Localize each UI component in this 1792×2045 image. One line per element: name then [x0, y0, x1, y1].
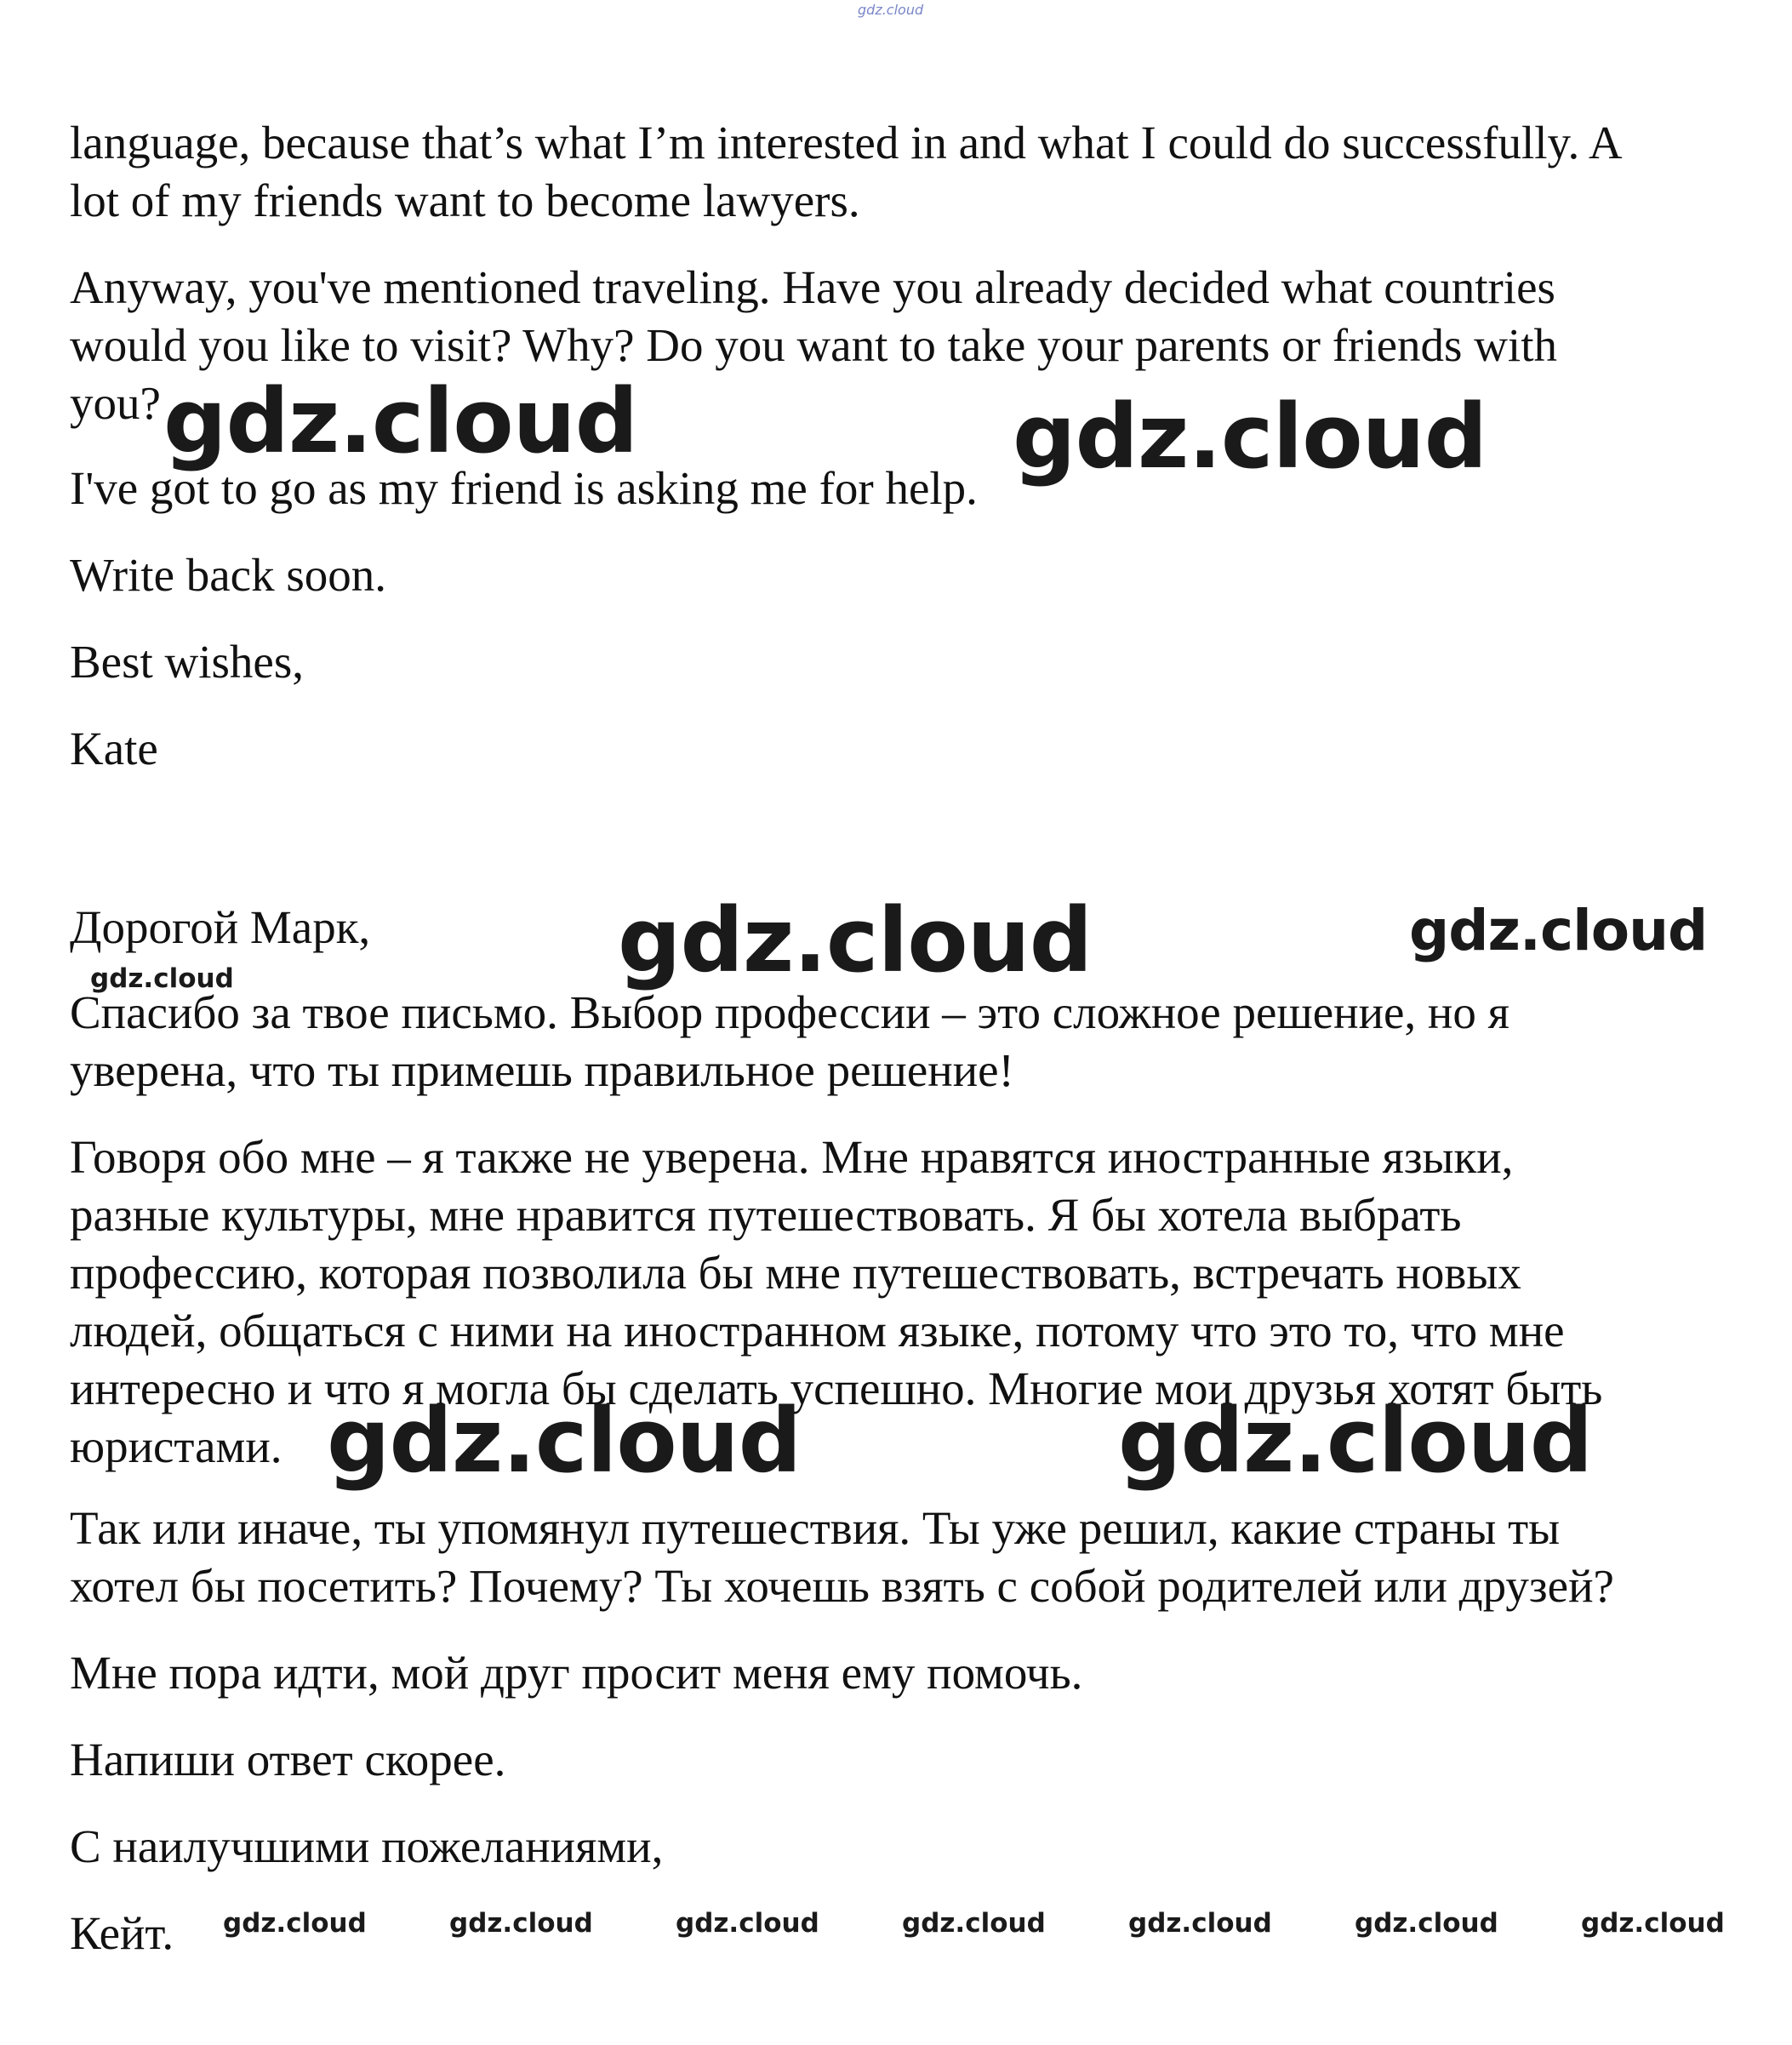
text-line: профессию, которая позволила бы мне путешествовать, встречать новых [70, 1247, 1521, 1299]
en-sign-off [70, 633, 1738, 691]
text-line: Дорогой Марк, [70, 901, 371, 953]
text-line: Так или иначе, ты упомянул путешествия. Ты уже решил, какие страны ты [70, 1502, 1561, 1554]
text-line: Напиши ответ скорее. [70, 1734, 506, 1785]
text-line: разные культуры, мне нравится путешествовать. Я бы хотела выбрать [70, 1189, 1462, 1241]
ru-paragraph-3 [70, 1499, 1738, 1615]
watermark: gdz.cloud [1118, 1389, 1593, 1493]
text-line: Говоря обо мне – я также не уверена. Мне нравятся иностранные языки, [70, 1131, 1514, 1183]
text-line: хотел бы посетить? Почему? Ты хочешь взять с собой родителей или друзей? [70, 1560, 1614, 1612]
text-line: Anyway, you've mentioned traveling. Have you already decided what countries [70, 261, 1555, 313]
ru-closing-line [70, 1731, 1738, 1789]
watermark: gdz.cloud [327, 1389, 802, 1493]
watermark: gdz.cloud [449, 1908, 593, 1939]
watermark: gdz.cloud [1355, 1908, 1498, 1939]
text-line: Кейт. [70, 1907, 174, 1959]
text-line: людей, общаться с ними на иностранном языке, потому что это то, что мне [70, 1305, 1565, 1357]
text-line: С наилучшими пожеланиями, [70, 1820, 664, 1872]
text-line: lot of my friends want to become lawyers. [70, 174, 860, 226]
watermark: gdz.cloud [163, 369, 638, 473]
text-line: Kate [70, 723, 158, 774]
watermark: gdz.cloud [223, 1908, 367, 1939]
watermark: gdz.cloud [1013, 385, 1487, 488]
watermark: gdz.cloud [1128, 1908, 1272, 1939]
text-line: you? [70, 377, 161, 429]
watermark: gdz.cloud [676, 1908, 819, 1939]
ru-paragraph-1 [70, 984, 1738, 1100]
watermark-top: gdz.cloud [858, 2, 924, 18]
ru-sign-off [70, 1818, 1738, 1876]
text-line: Мне пора идти, мой друг просит меня ему помочь. [70, 1647, 1083, 1699]
watermark: gdz.cloud [618, 888, 1093, 992]
text-line: юристами. [70, 1420, 282, 1472]
text-line: Best wishes, [70, 636, 304, 688]
text-line: уверена, что ты примешь правильное решение! [70, 1044, 1014, 1096]
text-line: would you like to visit? Why? Do you want to take your parents or friends with [70, 319, 1557, 371]
watermark: gdz.cloud [902, 1908, 1046, 1939]
en-closing-line [70, 546, 1738, 604]
watermark: gdz.cloud [1409, 898, 1708, 963]
text-line: language, because that’s what I’m interested in and what I could do successfully. A [70, 117, 1623, 169]
text-line: I've got to go as my friend is asking me for help. [70, 462, 978, 514]
watermark: gdz.cloud [90, 963, 234, 994]
en-paragraph-1 [70, 114, 1738, 230]
text-line: интересно и что я могла бы сделать успешно. Многие мои друзья хотят быть [70, 1362, 1603, 1414]
watermark: gdz.cloud [1581, 1908, 1725, 1939]
text-line: Write back soon. [70, 549, 386, 601]
en-signature [70, 720, 1738, 778]
text-line: Спасибо за твое письмо. Выбор профессии – это сложное решение, но я [70, 986, 1510, 1038]
ru-paragraph-4 [70, 1644, 1738, 1702]
